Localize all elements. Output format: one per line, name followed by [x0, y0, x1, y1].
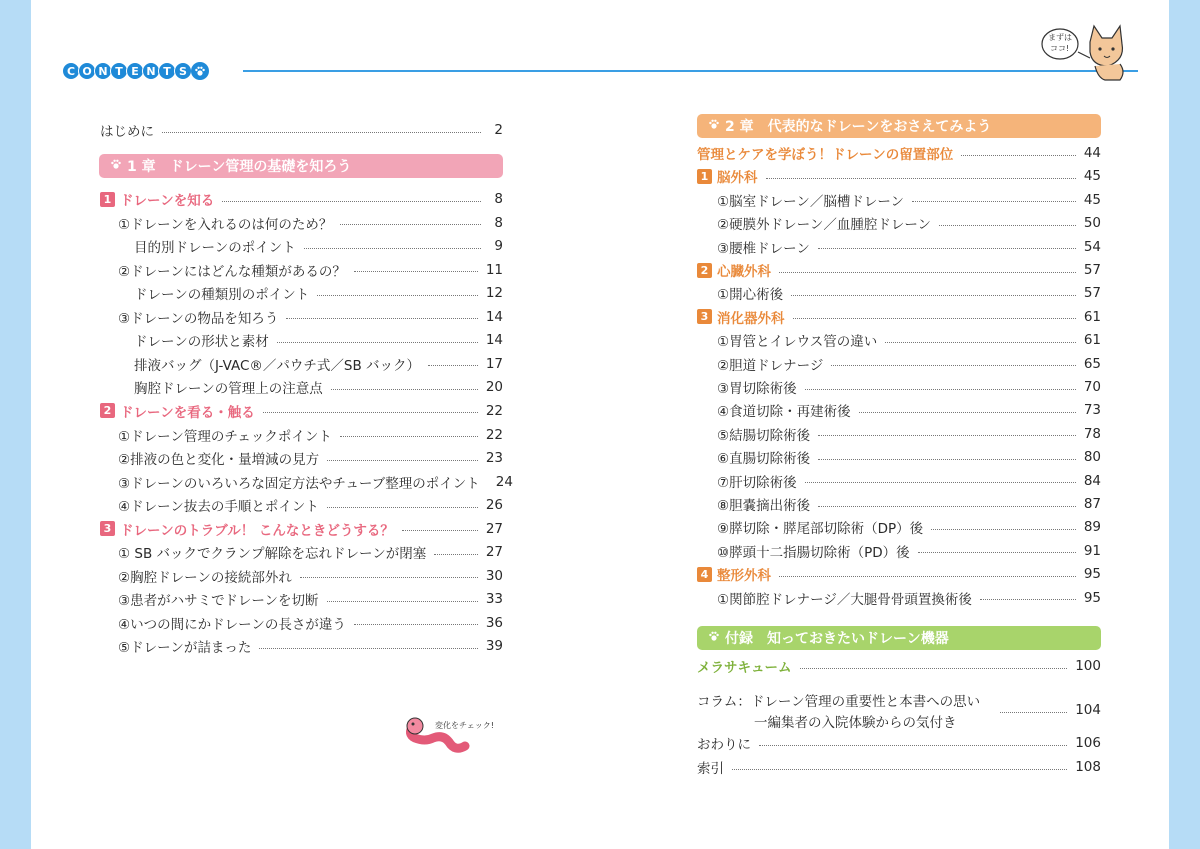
toc-entry-label: ドレーンのトラブル！ こんなときどうする？: [120, 522, 394, 539]
page-number: 23: [485, 450, 503, 467]
leader-dots: [818, 435, 1076, 436]
toc-entry-item[interactable]: [717, 471, 1101, 491]
contents-letter: O: [78, 62, 96, 80]
toc-entry-column-line2: 一編集者の入院体験からの気付き: [754, 715, 957, 731]
toc-entry-section[interactable]: [697, 307, 1101, 327]
page-number: 70: [1083, 379, 1101, 395]
page-number: 61: [1083, 308, 1101, 325]
section-number-badge: 3: [697, 309, 712, 324]
page-number: 30: [485, 567, 503, 584]
right-margin-band: [1169, 0, 1200, 849]
leader-dots: [402, 530, 478, 531]
toc-entry-section[interactable]: [697, 166, 1101, 186]
toc-entry-label: ①ドレーンを入れるのは何のため？: [118, 216, 333, 233]
toc-entry-item[interactable]: [717, 237, 1101, 257]
page-number: 61: [1083, 332, 1101, 349]
toc-entry-item[interactable]: [717, 213, 1101, 233]
toc-entry-item[interactable]: [118, 613, 503, 633]
toc-entry-sub[interactable]: [134, 377, 503, 397]
leader-dots: [277, 342, 478, 343]
toc-entry-label: 消化器外科: [717, 310, 785, 327]
toc-entry-label: ⑩膵頭十二指腸切除術（PD）後: [717, 544, 910, 561]
page-number: 54: [1083, 238, 1101, 255]
toc-entry-label: ドレーンの形状と素材: [134, 334, 269, 351]
leader-dots: [961, 155, 1076, 156]
page-number: 14: [485, 308, 503, 325]
leader-dots: [931, 529, 1076, 530]
toc-entry-item[interactable]: [717, 517, 1101, 537]
page-number: 91: [1083, 542, 1101, 559]
toc-entry-label: 排液バッグ（J-VAC®／パウチ式／SB バック）: [134, 357, 420, 374]
toc-entry-label: ③ドレーンのいろいろな固定方法やチューブ整理のポイント: [118, 475, 480, 492]
toc-entry-merasa[interactable]: メラサキューム 100: [697, 658, 1101, 676]
contents-letter: S: [174, 62, 192, 80]
toc-entry-item[interactable]: [118, 307, 503, 327]
toc-entry-item[interactable]: [118, 566, 503, 586]
leader-dots: [980, 599, 1076, 600]
toc-entry-item[interactable]: [717, 400, 1101, 420]
page-number: 95: [1083, 589, 1101, 606]
page-number: 87: [1083, 496, 1101, 512]
leader-dots: [259, 648, 477, 649]
toc-entry-item[interactable]: [118, 495, 503, 515]
toc-entry-label: ⑥直腸切除術後: [717, 451, 811, 468]
toc-entry-item[interactable]: [717, 283, 1101, 303]
section-number-badge: 2: [100, 403, 115, 418]
page-number: 65: [1083, 355, 1101, 372]
paw-icon: [109, 158, 123, 174]
toc-entry-label: ① SB バックでクランプ解除を忘れドレーンが閉塞: [118, 546, 427, 563]
toc-entry-item[interactable]: [717, 494, 1101, 514]
leader-dots: [263, 412, 478, 413]
toc-entry-label: ③患者がハサミでドレーンを切断: [118, 593, 319, 610]
page-number: 12: [485, 285, 503, 302]
svg-text:変化をチェック!: 変化をチェック!: [435, 721, 494, 730]
toc-entry-label: ②胸腔ドレーンの接続部外れ: [118, 569, 292, 586]
toc-entry-section[interactable]: [100, 401, 503, 421]
page-number: 14: [485, 332, 503, 349]
page-number: 11: [485, 261, 503, 278]
toc-entry-label: ③胃切除術後: [717, 381, 797, 397]
section-number-badge: 1: [697, 169, 712, 184]
leader-dots: [818, 248, 1076, 249]
toc-entry-item[interactable]: [717, 541, 1101, 561]
page-number: 57: [1083, 262, 1101, 278]
contents-letter: T: [158, 62, 176, 80]
toc-entry-label: ①ドレーン管理のチェックポイント: [118, 428, 332, 445]
page-number: 36: [485, 614, 503, 631]
leader-dots: [818, 459, 1076, 460]
toc-entry-sub[interactable]: [134, 283, 503, 303]
toc-entry-label: 目的別ドレーンのポイント: [134, 240, 296, 257]
leader-dots: [912, 201, 1076, 202]
toc-entry-label: ドレーンを知る: [120, 193, 215, 209]
toc-entry-sub[interactable]: [134, 236, 503, 256]
contents-heading: [62, 61, 209, 81]
leader-dots: [805, 482, 1076, 483]
toc-entry-label: ①関節腔ドレナージ／大腿骨骨頭置換術後: [717, 591, 972, 608]
toc-entry-item[interactable]: [717, 190, 1101, 210]
toc-entry-item[interactable]: [717, 424, 1101, 444]
toc-entry-section[interactable]: [697, 260, 1101, 280]
toc-entry-label: ③ドレーンの物品を知ろう: [118, 310, 279, 327]
toc-entry-item[interactable]: [118, 448, 503, 468]
page-number: 27: [485, 544, 503, 561]
page-number: 8: [494, 191, 503, 207]
toc-entry-label: 心臓外科: [717, 264, 771, 280]
toc-entry-label: ⑧胆嚢摘出術後: [717, 498, 811, 514]
page-number: 50: [1083, 215, 1101, 232]
toc-entry-section[interactable]: [100, 189, 503, 209]
leader-dots: [327, 601, 478, 602]
toc-entry-intro[interactable]: はじめに 2: [100, 122, 503, 140]
leader-dots: [354, 271, 478, 272]
toc-entry-label: ③腰椎ドレーン: [717, 240, 810, 257]
page-number: 8: [494, 214, 503, 231]
page-number: 57: [1083, 285, 1101, 302]
leader-dots: [939, 225, 1076, 226]
leader-dots: [779, 272, 1076, 273]
toc-entry-label: 管理とケアを学ぼう！ドレーンの留置部位: [697, 147, 954, 163]
toc-entry-label: ④いつの間にかドレーンの長さが違う: [118, 616, 346, 633]
toc-entry-label: ④食道切除・再建術後: [717, 404, 851, 421]
chapter-2-banner: 2 章 代表的なドレーンをおさえてみよう: [697, 114, 1101, 138]
leader-dots: [779, 576, 1076, 577]
contents-letter: E: [126, 62, 144, 80]
leader-dots: [766, 178, 1076, 179]
cat-bubble-text: まずは: [1048, 33, 1072, 42]
toc-entry-column-line1[interactable]: コラム：ドレーン管理の重要性と本書への思い: [697, 694, 981, 710]
leader-dots: [885, 342, 1076, 343]
page-number: 17: [485, 355, 503, 372]
page-number: 9: [494, 238, 503, 255]
toc-entry-owarini[interactable]: おわりに 106: [697, 735, 1101, 753]
leader-dots: [340, 224, 481, 225]
toc-entry-sub[interactable]: [134, 354, 503, 374]
toc-entry-label: ⑤ドレーンが詰まった: [118, 640, 252, 657]
page-number: 45: [1083, 168, 1101, 185]
toc-entry-item[interactable]: [717, 330, 1101, 350]
toc-entry-label: ⑦肝切除術後: [717, 474, 797, 491]
paw-icon: [191, 62, 209, 80]
toc-entry-item[interactable]: [717, 354, 1101, 374]
toc-entry-column-page[interactable]: 104: [1000, 700, 1101, 720]
leader-dots: [340, 436, 478, 437]
toc-entry-item[interactable]: [118, 213, 503, 233]
header-rule: [243, 70, 1138, 72]
toc-entry-sub[interactable]: [134, 330, 503, 350]
cat-mascot-illustration: [1040, 22, 1135, 84]
toc-entry-label: ②排液の色と変化・量増減の見方: [118, 452, 320, 469]
toc-entry-lead[interactable]: [697, 143, 1101, 163]
svg-text:ココ!: ココ!: [1050, 44, 1070, 53]
toc-entry-label: ①胃管とイレウス管の違い: [717, 334, 878, 351]
page-number: 89: [1083, 519, 1101, 536]
leader-dots: [331, 389, 478, 390]
page-number: 27: [485, 520, 503, 537]
toc-entry-label: 整形外科: [717, 568, 771, 585]
toc-entry-item[interactable]: [717, 588, 1101, 608]
toc-entry-item[interactable]: [118, 260, 503, 280]
appendix-banner: 付録 知っておきたいドレーン機器: [697, 626, 1101, 650]
section-number-badge: 4: [697, 567, 712, 582]
leader-dots: [831, 365, 1075, 366]
toc-entry-label: ⑤結腸切除術後: [717, 427, 811, 444]
toc-entry-label: 胸腔ドレーンの管理上の注意点: [134, 381, 323, 398]
chapter-1-banner: 1 章 ドレーン管理の基礎を知ろう: [99, 154, 503, 178]
leader-dots: [805, 389, 1076, 390]
toc-entry-label: ドレーンを看る・触る: [120, 404, 255, 421]
toc-entry-label: ①脳室ドレーン／脳槽ドレーン: [717, 193, 905, 210]
toc-entry-item[interactable]: [118, 425, 503, 445]
page-number: 45: [1083, 191, 1101, 208]
page-number: 44: [1083, 145, 1101, 161]
toc-entry-section[interactable]: [697, 564, 1101, 584]
contents-letter: N: [142, 62, 160, 80]
page-number: 20: [485, 379, 503, 396]
paw-icon: [707, 118, 721, 134]
paw-icon: [707, 630, 721, 646]
leader-dots: [327, 507, 478, 508]
contents-letter: N: [94, 62, 112, 80]
worm-illustration: [405, 712, 505, 762]
leader-dots: [434, 554, 478, 555]
contents-letter: T: [110, 62, 128, 80]
toc-entry-label: ②ドレーンにはどんな種類があるの？: [118, 263, 346, 280]
leader-dots: [818, 506, 1076, 507]
leader-dots: [300, 577, 478, 578]
left-margin-band: [0, 0, 31, 849]
toc-entry-item[interactable]: [717, 447, 1101, 467]
leader-dots: [791, 295, 1076, 296]
section-number-badge: 1: [100, 192, 115, 207]
leader-dots: [317, 295, 478, 296]
leader-dots: [327, 460, 478, 461]
toc-entry-label: ①開心術後: [717, 287, 784, 304]
toc-entry-label: ドレーンの種類別のポイント: [134, 287, 310, 304]
toc-entry-item[interactable]: [118, 472, 513, 492]
page-number: 24: [495, 473, 513, 490]
toc-entry-label: ②硬膜外ドレーン／血腫腔ドレーン: [717, 217, 932, 234]
leader-dots: [354, 624, 478, 625]
leader-dots: [918, 552, 1076, 553]
leader-dots: [222, 201, 481, 202]
page-number: 22: [485, 426, 503, 443]
page-number: 22: [485, 402, 503, 419]
leader-dots: [428, 365, 478, 366]
page-number: 78: [1083, 425, 1101, 442]
section-number-badge: 2: [697, 263, 712, 278]
toc-entry-section[interactable]: [100, 519, 503, 539]
page-number: 73: [1083, 402, 1101, 419]
section-number-badge: 3: [100, 521, 115, 536]
leader-dots: [793, 318, 1076, 319]
page-number: 95: [1083, 566, 1101, 583]
page-number: 26: [485, 497, 503, 514]
toc-entry-item[interactable]: [118, 589, 503, 609]
page-number: 33: [485, 591, 503, 608]
page-number: 80: [1083, 449, 1101, 466]
toc-entry-label: ④ドレーン抜去の手順とポイント: [118, 499, 319, 516]
leader-dots: [286, 318, 477, 319]
toc-entry-label: ②胆道ドレナージ: [717, 357, 824, 374]
contents-letter: C: [62, 62, 80, 80]
toc-entry-label: 脳外科: [717, 170, 758, 187]
leader-dots: [859, 412, 1076, 413]
toc-entry-label: ⑨膵切除・膵尾部切除術（DP）後: [717, 521, 924, 538]
toc-entry-item[interactable]: [118, 542, 503, 562]
page-number: 84: [1083, 472, 1101, 489]
toc-entry-item[interactable]: [118, 636, 503, 656]
leader-dots: [304, 248, 481, 249]
page-number: 39: [485, 638, 503, 655]
toc-entry-item[interactable]: [717, 377, 1101, 397]
toc-entry-sakuin[interactable]: 索引 108: [697, 759, 1101, 777]
